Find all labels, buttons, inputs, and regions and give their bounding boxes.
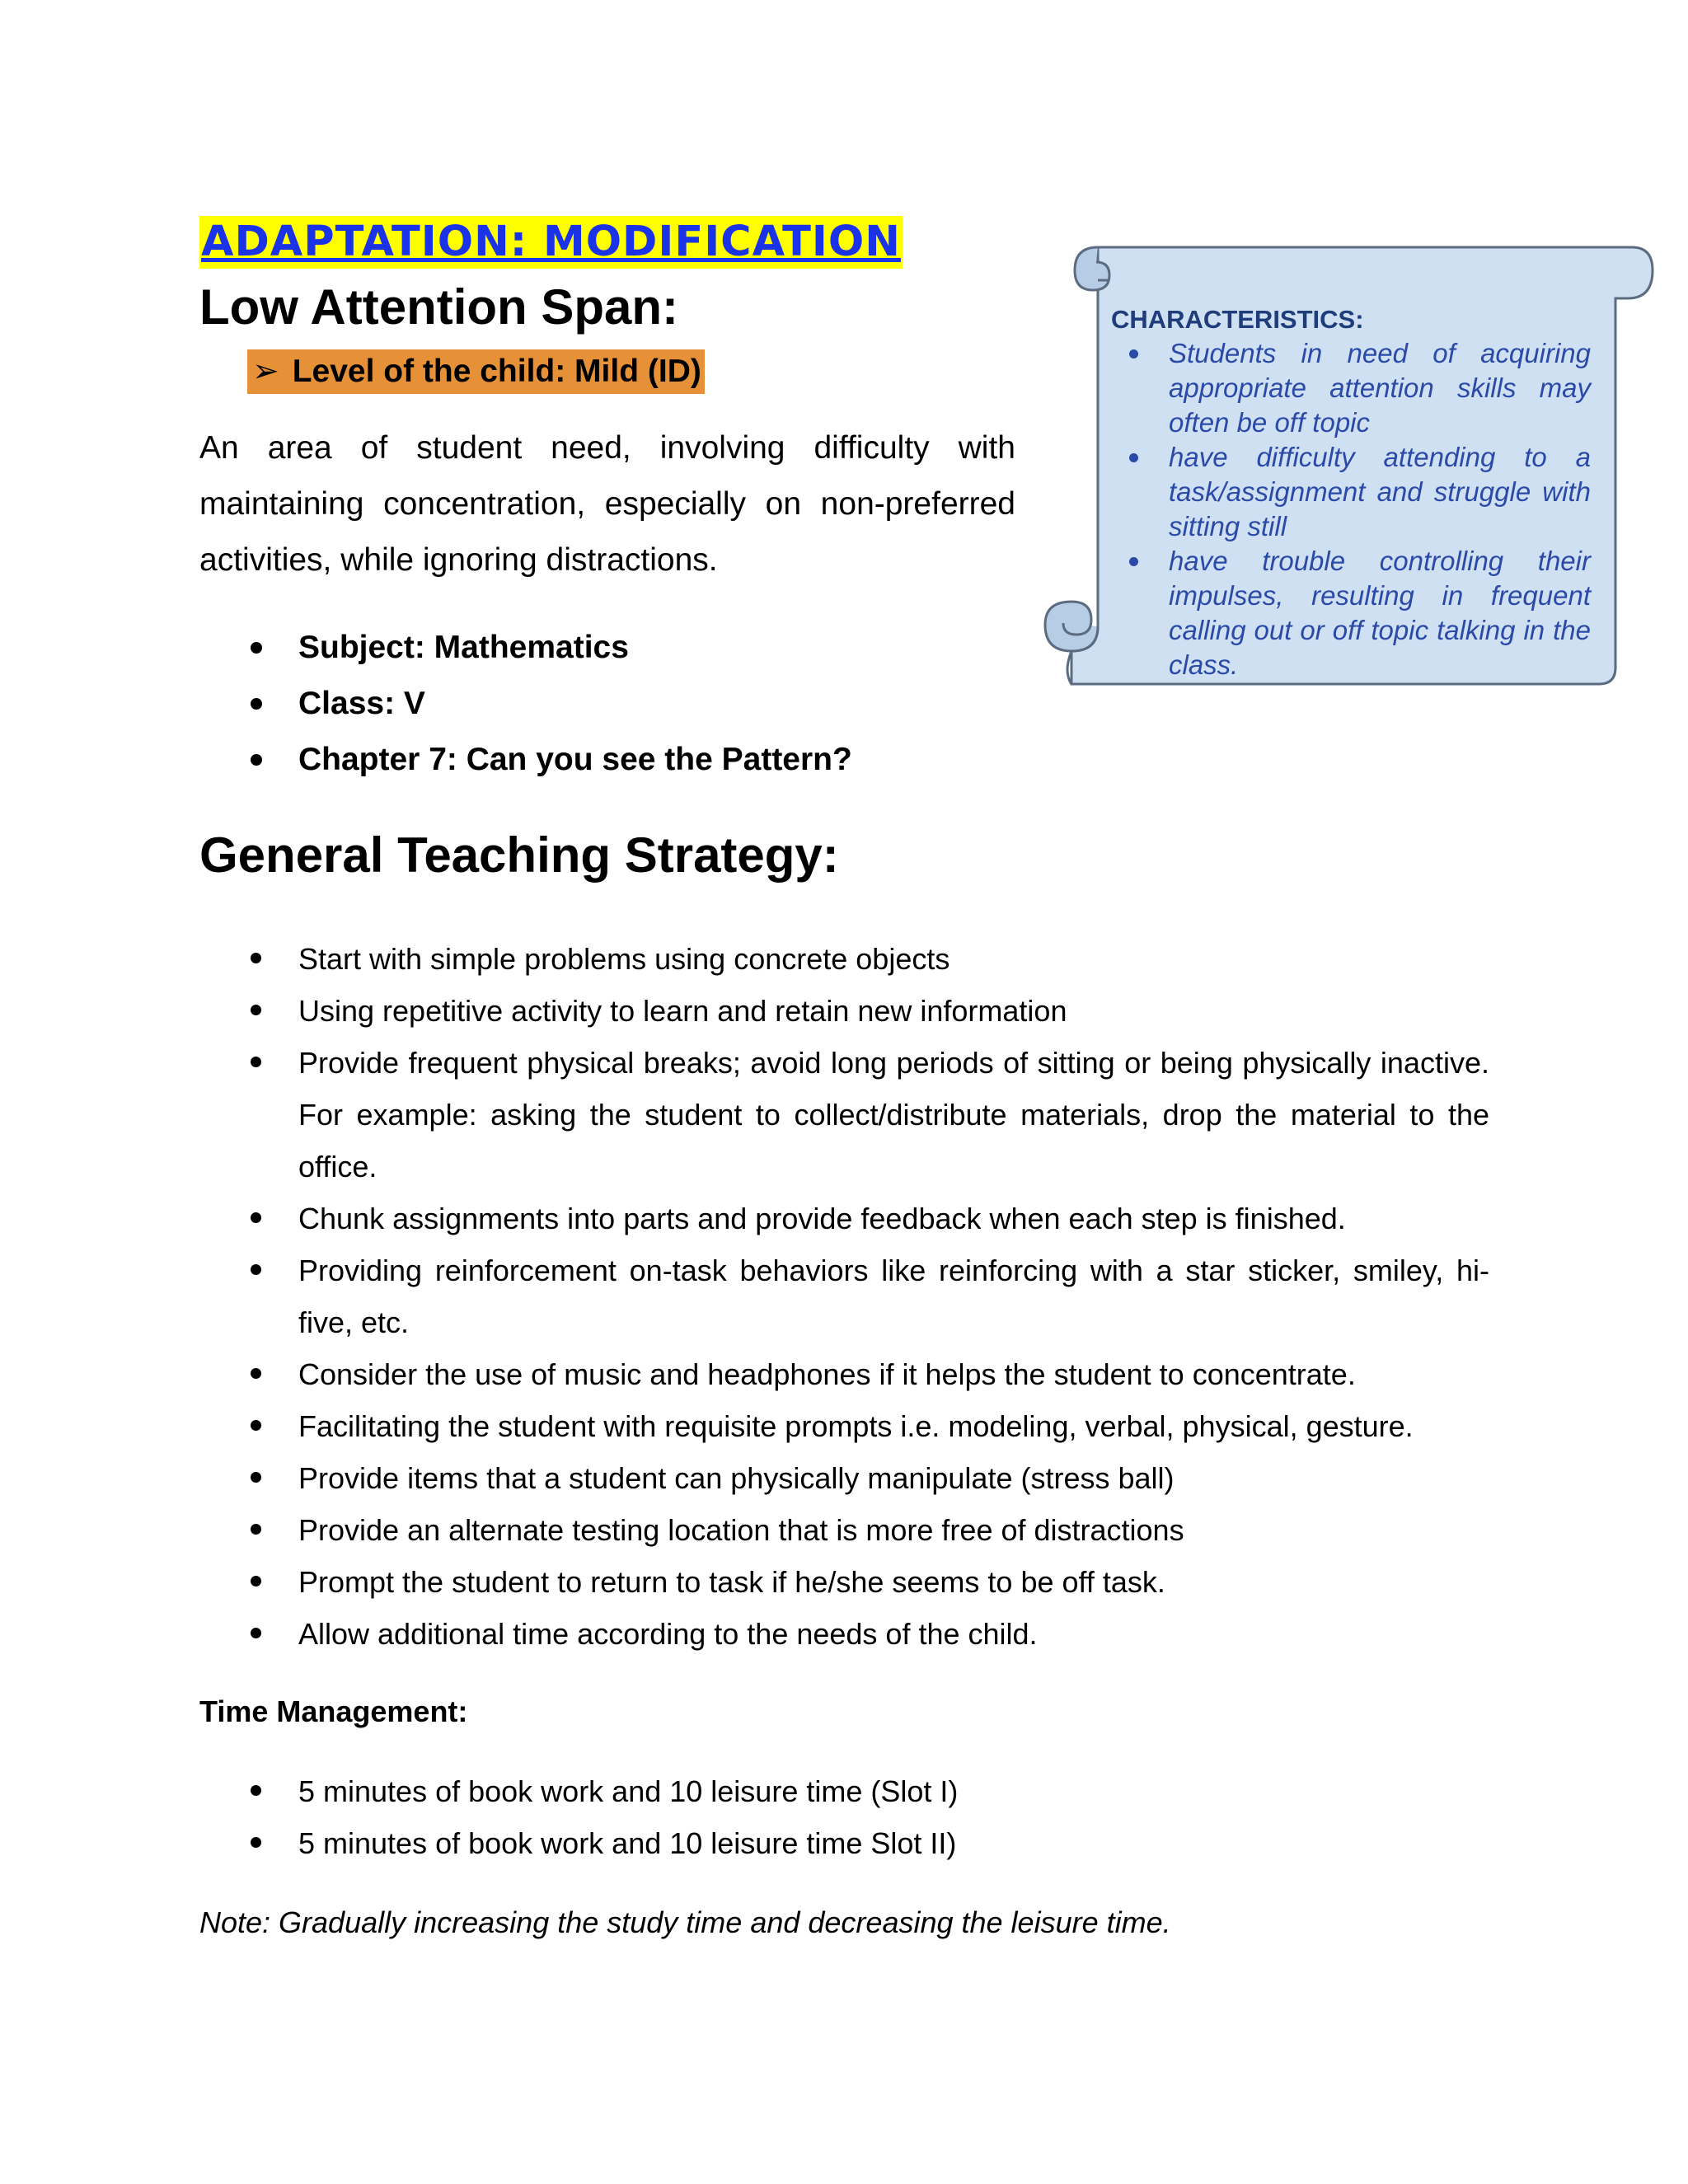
bullet-icon (251, 1785, 261, 1796)
list-item: Provide an alternate testing location that is more free of distractions (199, 1504, 1489, 1556)
bullet-icon (251, 1057, 261, 1067)
list-item: Allow additional time according to the needs of the child. (199, 1608, 1489, 1660)
arrow-bullet-icon: ➢ (252, 354, 279, 389)
page-heading: Low Attention Span: (199, 279, 679, 335)
list-item: Chunk assignments into parts and provide feedback when each step is finished. (199, 1193, 1489, 1244)
bullet-icon (1129, 349, 1138, 359)
adaptation-title: ADAPTATION: MODIFICATION (199, 216, 903, 269)
intro-paragraph: An area of student need, involving difficulty with maintaining concentration, especially on non-preferred activities, while ignoring distractions. (199, 430, 1015, 578)
bullet-icon (251, 1212, 261, 1223)
bullet-icon (251, 1576, 261, 1586)
list-item: Subject: Mathematics (199, 620, 852, 676)
strategy-heading: General Teaching Strategy: (199, 827, 839, 883)
bullet-icon (251, 1005, 261, 1015)
bullet-icon (251, 953, 261, 963)
level-highlight (247, 349, 705, 394)
list-item: Prompt the student to return to task if he/she seems to be off task. (199, 1556, 1489, 1608)
subject-list (199, 620, 852, 788)
note-text: Note: Gradually increasing the study time and decreasing the leisure time. (199, 1905, 1171, 1939)
list-item: 5 minutes of book work and 10 leisure time (Slot I) (199, 1765, 958, 1817)
list-item: Students in need of acquiring appropriate attention skills may often be off topic (1111, 336, 1591, 440)
bullet-icon (251, 1472, 261, 1483)
bullet-icon (251, 1837, 261, 1848)
bullet-icon (251, 1420, 261, 1431)
list-item: Facilitating the student with requisite prompts i.e. modeling, verbal, physical, gesture. (199, 1400, 1489, 1452)
bullet-icon (251, 642, 262, 654)
level-label: Level of the child: Mild (ID) (292, 354, 701, 389)
list-item: Chapter 7: Can you see the Pattern? (199, 732, 852, 788)
bullet-icon (251, 1264, 261, 1275)
list-item: Providing reinforcement on-task behaviors like reinforcing with a star sticker, smiley, hi-five, etc. (199, 1244, 1489, 1348)
list-item: Class: V (199, 676, 852, 732)
list-item: have difficulty attending to a task/assignment and struggle with sitting still (1111, 440, 1591, 544)
list-item: Provide frequent physical breaks; avoid long periods of sitting or being physically inactive. For example: asking the student to collect/distribute materials, drop the material to the office. (199, 1037, 1489, 1193)
list-item: have trouble controlling their impulses, resulting in frequent calling out or off topic talking in the class. (1111, 544, 1591, 682)
list-item: Consider the use of music and headphones if it helps the student to concentrate. (199, 1348, 1489, 1400)
bullet-icon (251, 698, 262, 710)
bullet-icon (1129, 557, 1138, 566)
bullet-icon (251, 1628, 261, 1638)
time-management-list (199, 1765, 958, 1869)
strategy-list (199, 933, 1489, 1660)
bullet-icon (1129, 453, 1138, 462)
list-item: Start with simple problems using concrete objects (199, 933, 1489, 985)
list-item: Provide items that a student can physically manipulate (stress ball) (199, 1452, 1489, 1504)
list-item: 5 minutes of book work and 10 leisure time Slot II) (199, 1817, 958, 1869)
bullet-icon (251, 754, 262, 766)
characteristics-list (1111, 336, 1591, 682)
list-item: Using repetitive activity to learn and retain new information (199, 985, 1489, 1037)
bullet-icon (251, 1368, 261, 1379)
bullet-icon (251, 1524, 261, 1535)
characteristics-heading: CHARACTERISTICS: (1111, 305, 1364, 334)
time-management-heading: Time Management: (199, 1694, 468, 1728)
